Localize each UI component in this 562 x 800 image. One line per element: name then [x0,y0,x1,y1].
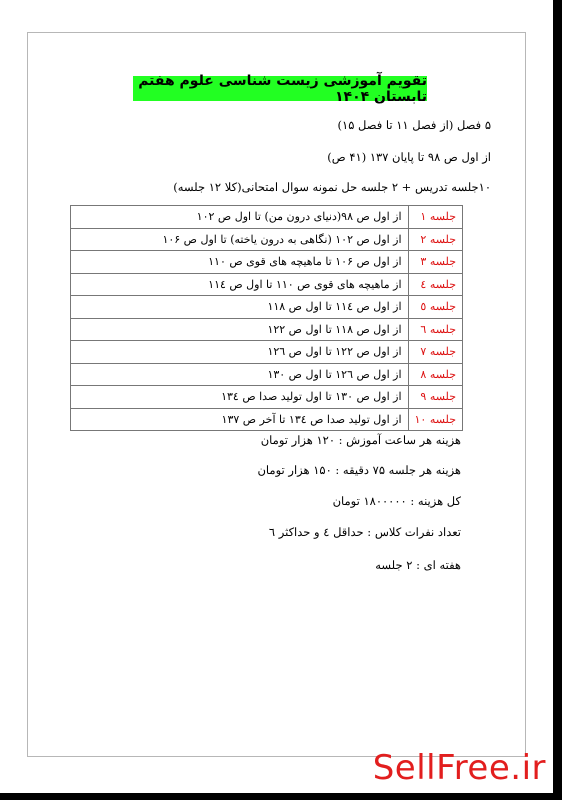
hourly-cost: هزینه هر ساعت آموزش : ۱۲۰ هزار تومان [260,433,461,447]
table-row [71,408,463,431]
session-label: جلسه ٤ [408,273,462,296]
session-description: از اول ص ۱۲۲ تا اول ص ۱۲٦ [71,341,409,364]
table-row [71,273,463,296]
session-description: از اول ص ۱۰۲ (نگاهی به درون یاخته) تا اول ص ۱۰۶ [71,228,409,251]
table-row [71,363,463,386]
table-row [71,341,463,364]
session-label: جلسه ٦ [408,318,462,341]
session-label: جلسه ۲ [408,228,462,251]
table-row [71,251,463,274]
per-session-cost: هزینه هر جلسه ۷۵ دقیقه : ۱۵۰ هزار تومان [257,463,461,477]
table-row [71,296,463,319]
sessions-line: ۱۰جلسه تدریس + ۲ جلسه حل نمونه سوال امتحانی(کلا ۱۲ جلسه) [173,180,491,194]
session-label: جلسه ٥ [408,296,462,319]
session-description: از ماهیچه های قوی ص ۱۱۰ تا اول ص ۱۱٤ [71,273,409,296]
session-description: از اول تولید صدا ص ۱۳٤ تا آخر ص ۱۳۷ [71,408,409,431]
total-cost: کل هزینه : ۱۸۰۰۰۰۰ تومان [332,494,461,508]
session-label: جلسه ۹ [408,386,462,409]
class-size: تعداد نفرات کلاس : حداقل ٤ و حداکثر ٦ [268,525,461,539]
page-title: تقویم آموزشی زیست شناسی علوم هفتم تابستان ۱۴۰۴ [133,76,427,101]
watermark-logo: SellFree.ir [372,748,546,788]
session-description: از اول ص ۱۳۰ تا اول تولید صدا ص ۱۳٤ [71,386,409,409]
table-row [71,206,463,229]
table-row [71,228,463,251]
table-row [71,318,463,341]
table-row [71,386,463,409]
session-description: از اول ص ۱۲٦ تا اول ص ۱۳۰ [71,363,409,386]
chapters-line: ۵ فصل (از فصل ۱۱ تا فصل ۱۵) [337,118,491,132]
session-label: جلسه ۸ [408,363,462,386]
session-description: از اول ص ۱۰۶ تا ماهیچه های قوی ص ۱۱۰ [71,251,409,274]
session-description: از اول ص ۹۸(دنیای درون من) تا اول ص ۱۰۲ [71,206,409,229]
session-description: از اول ص ۱۱٤ تا اول ص ۱۱۸ [71,296,409,319]
page-edge-shadow [553,0,562,800]
session-label: جلسه ۱۰ [408,408,462,431]
session-label: جلسه ۷ [408,341,462,364]
pages-line: از اول ص ۹۸ تا پایان ۱۳۷ (۴۱ ص) [327,150,491,164]
weekly-sessions: هفته ای : ۲ جلسه [375,558,461,572]
sessions-table [70,205,463,431]
session-description: از اول ص ۱۱۸ تا اول ص ۱۲۲ [71,318,409,341]
session-label: جلسه ۱ [408,206,462,229]
session-label: جلسه ۳ [408,251,462,274]
